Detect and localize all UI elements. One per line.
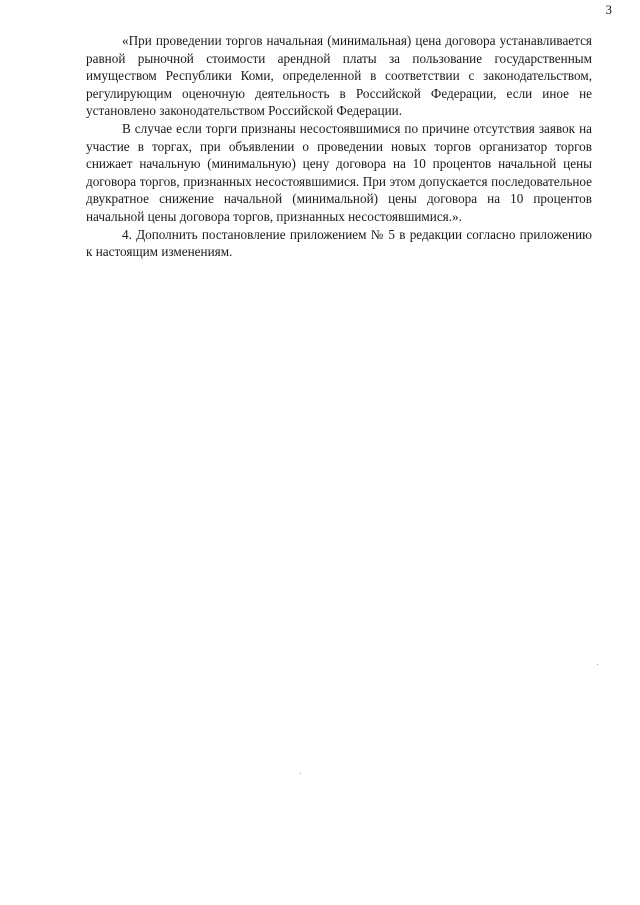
paragraph-amendment-4: 4. Дополнить постановление приложением № 5 в редакции согласно приложению к настоящим изменениям.	[86, 226, 592, 260]
page-number: 3	[605, 2, 612, 17]
scan-speck	[597, 664, 598, 665]
paragraph-failed-auction: В случае если торги признаны несостоявшимися по причине отсутствия заявок на участие в торгах, при объявлении о проведении новых торгов организатор торгов снижает начальную (минимальную) цену договора на 10 процентов начальной цены договора торгов, признанных несостоявшимися. При этом допускается последовательное двукратное снижение начальной (минимальной) цены договора на 10 процентов начальной цены договора торгов, признанных несостоявшимися.».	[86, 120, 592, 224]
document-body	[86, 32, 592, 261]
scan-speck	[300, 773, 301, 774]
paragraph-initial-price: «При проведении торгов начальная (минимальная) цена договора устанавливается равной рыночной стоимости арендной платы за пользование государственным имуществом Республики Коми, определенной в соответствии с законодательством, регулирующим оценочную деятельность в Российской Федерации, если иное не установлено законодательством Российской Федерации.	[86, 33, 592, 119]
